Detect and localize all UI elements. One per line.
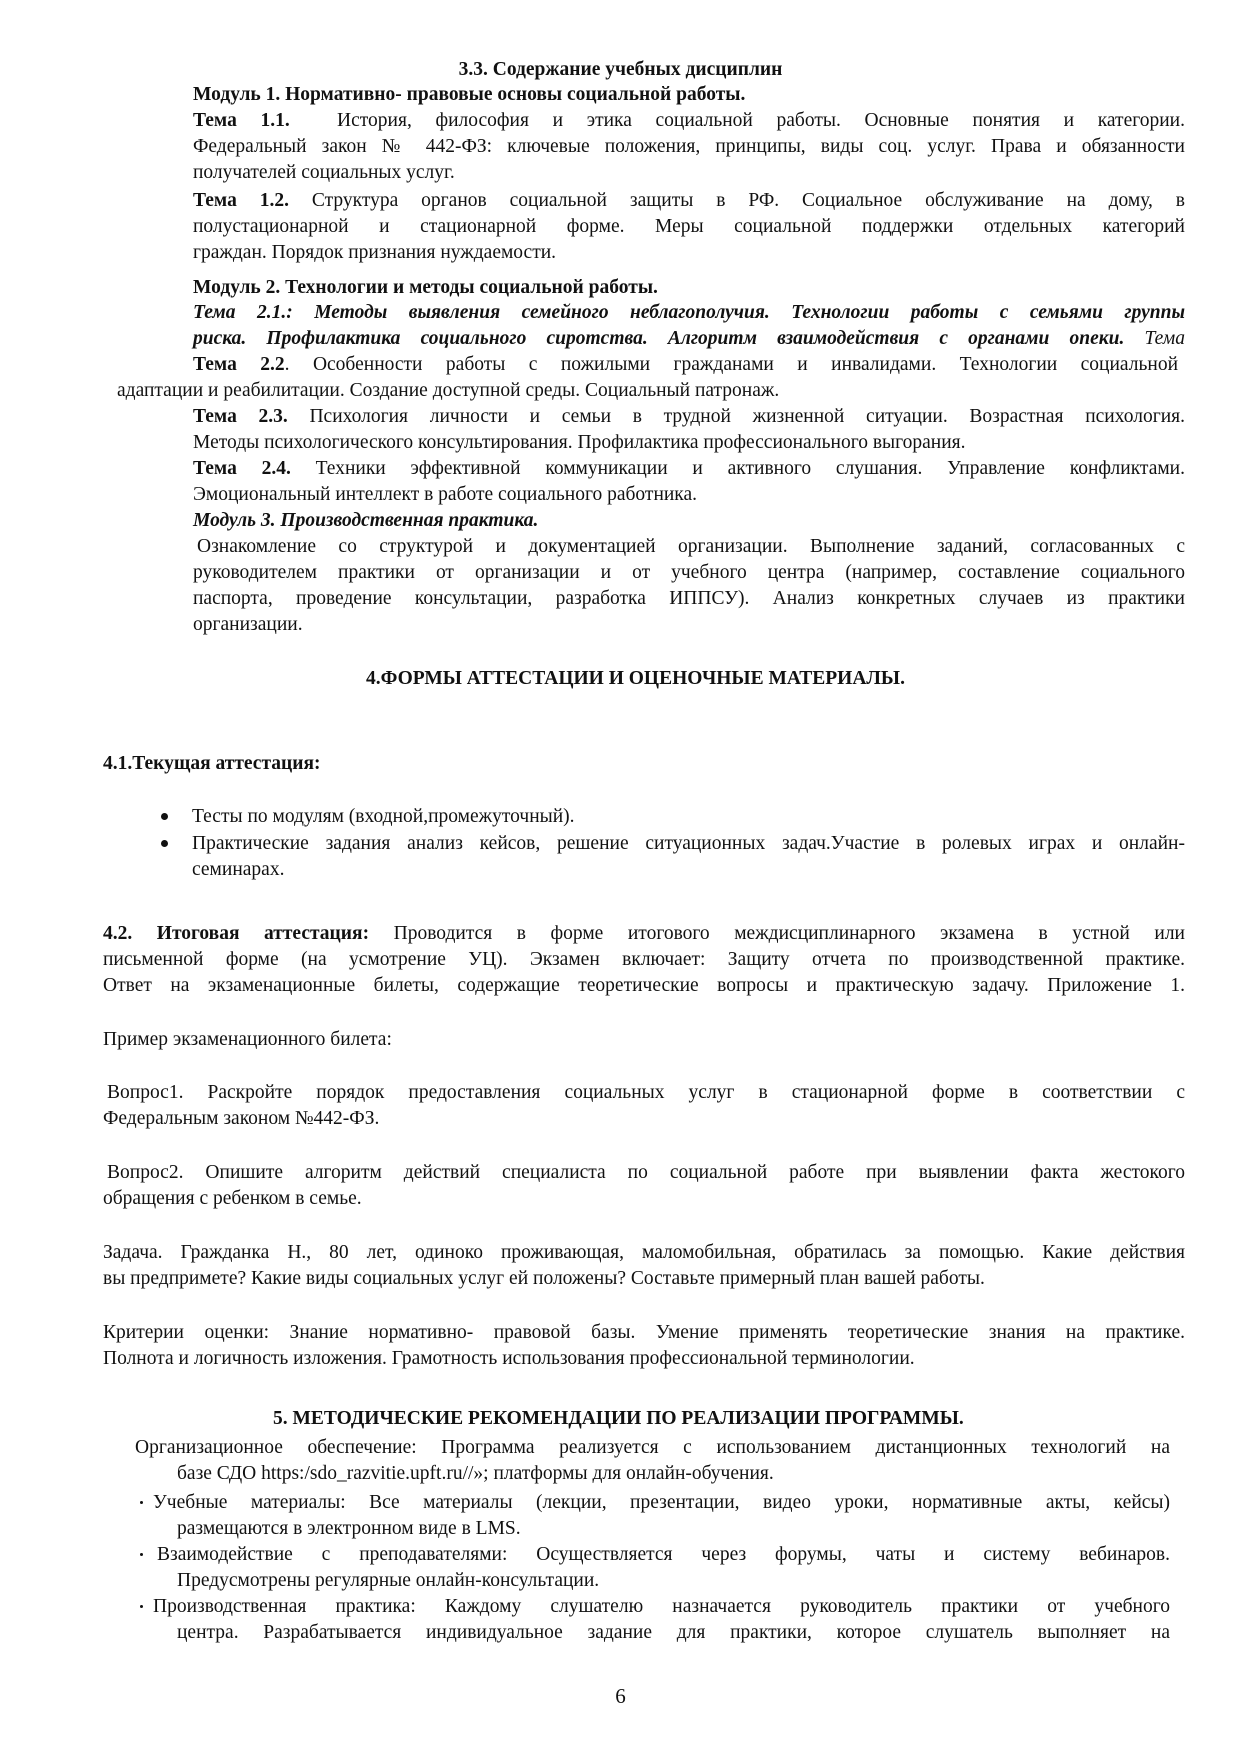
topic-1-1-line2: Федеральный закон № 442-ФЗ: ключевые положения, принципы, виды соц. услуг. Права и обязанности <box>193 136 1185 157</box>
final-attestation-line3: Ответ на экзаменационные билеты, содержащие теоретические вопросы и практическую задачу. Приложение 1. <box>103 975 1185 996</box>
module3-line4: организации. <box>193 614 303 635</box>
topic-2-3-line2: Методы психологического консультирования. Профилактика профессионального выгорания. <box>193 432 966 453</box>
current-item-2-line2: семинарах. <box>192 859 285 880</box>
module3-line2: руководителем практики от организации и от учебного центра (например, составление социального <box>193 562 1185 583</box>
final-attestation-label: 4.2. Итоговая аттестация: <box>103 923 370 944</box>
module2-title: Модуль 2. Технологии и методы социальной работы. <box>193 277 658 298</box>
topic-2-2-line2: адаптации и реабилитации. Создание доступной среды. Социальный патронаж. <box>117 380 780 401</box>
bullet-icon <box>161 813 168 820</box>
topic-2-4-label: Тема 2.4. <box>193 458 291 479</box>
topic-1-1-label: Тема 1.1. <box>193 110 290 131</box>
topic-2-4-line2: Эмоциональный интеллект в работе социального работника. <box>193 484 698 505</box>
materials-line2: размещаются в электронном виде в LMS. <box>177 1518 521 1539</box>
bullet-icon <box>140 1605 143 1608</box>
question2-line2: обращения с ребенком в семье. <box>103 1188 362 1209</box>
materials-line1: Учебные материалы: Все материалы (лекции, презентации, видео уроки, нормативные акты, кейсы) <box>153 1492 1170 1513</box>
final-attestation-line2: письменной форме (на усмотрение УЦ). Экзамен включает: Защиту отчета по производственной практике. <box>103 949 1185 970</box>
topic-2-4-line1: Тема 2.4. Техники эффективной коммуникации и активного слушания. Управление конфликтами. <box>193 458 1185 479</box>
topic-1-2-line1: Тема 1.2. Структура органов социальной защиты в РФ. Социальное обслуживание на дому, в <box>193 190 1185 211</box>
org-line1: Организационное обеспечение: Программа реализуется с использованием дистанционных технологий на <box>135 1437 1170 1458</box>
task-line1: Задача. Гражданка Н., 80 лет, одиноко проживающая, маломобильная, обратилась за помощью. Какие действия <box>103 1242 1185 1263</box>
module3-title: Модуль 3. Производственная практика. <box>193 510 539 531</box>
current-item-2-line1: Практические задания анализ кейсов, решение ситуационных задач.Участие в ролевых играх и онлайн- <box>192 833 1185 854</box>
section-4-1-title: 4.1.Текущая аттестация: <box>103 753 321 774</box>
ticket-example-label: Пример экзаменационного билета: <box>103 1029 392 1050</box>
question1-line2: Федеральным законом №442-ФЗ. <box>103 1108 380 1129</box>
page-number: 6 <box>615 1684 626 1708</box>
module3-line3: паспорта, проведение консультации, разработка ИППСУ). Анализ конкретных случаев из практики <box>193 588 1185 609</box>
module1-title: Модуль 1. Нормативно- правовые основы социальной работы. <box>193 84 746 105</box>
section-5-title: 5. МЕТОДИЧЕСКИЕ РЕКОМЕНДАЦИИ ПО РЕАЛИЗАЦИИ ПРОГРАММЫ. <box>273 1408 964 1429</box>
bullet-icon <box>140 1553 143 1556</box>
criteria-line1: Критерии оценки: Знание нормативно- правовой базы. Умение применять теоретические знания на практике. <box>103 1322 1185 1343</box>
current-item-1: Тесты по модулям (входной,промежуточный). <box>192 806 575 827</box>
question1-line1: Вопрос1. Раскройте порядок предоставления социальных услуг в стационарной форме в соответствии с <box>107 1082 1185 1103</box>
bullet-icon <box>140 1501 143 1504</box>
task-line2: вы предпримете? Какие виды социальных услуг ей положены? Составьте примерный план вашей работы. <box>103 1268 985 1289</box>
final-attestation-line1: 4.2. Итоговая аттестация: Проводится в форме итогового междисциплинарного экзамена в устной или <box>103 923 1185 944</box>
topic-1-1-line1: Тема 1.1. История, философия и этика социальной работы. Основные понятия и категории. <box>193 110 1185 131</box>
topic-2-3-line1: Тема 2.3. Психология личности и семьи в трудной жизненной ситуации. Возрастная психология. <box>193 406 1186 427</box>
topic-2-3-label: Тема 2.3. <box>193 406 288 427</box>
topic-2-2-line1: Тема 2.2. Особенности работы с пожилыми гражданами и инвалидами. Технологии социальной <box>193 354 1179 375</box>
section-3-3-title: 3.3. Содержание учебных дисциплин <box>458 59 783 80</box>
criteria-line2: Полнота и логичность изложения. Грамотность использования профессиональной терминологии. <box>103 1348 915 1369</box>
question2-line1: Вопрос2. Опишите алгоритм действий специалиста по социальной работе при выявлении факта жестокого <box>107 1162 1185 1183</box>
section-4-title: 4.ФОРМЫ АТТЕСТАЦИИ И ОЦЕНОЧНЫЕ МАТЕРИАЛЫ. <box>366 668 905 689</box>
topic-2-1-line1: Тема 2.1.: Методы выявления семейного неблагополучия. Технологии работы с семьями группы <box>193 302 1185 323</box>
interaction-line2: Предусмотрены регулярные онлайн-консультации. <box>177 1570 600 1591</box>
interaction-line1: Взаимодействие с преподавателями: Осуществляется через форумы, чаты и систему вебинаров. <box>157 1544 1170 1565</box>
practice-line1: Производственная практика: Каждому слушателю назначается руководитель практики от учебного <box>153 1596 1170 1617</box>
topic-1-1-line3: получателей социальных услуг. <box>193 162 455 183</box>
org-line2: базе СДО https:/sdo_razvitie.upft.ru//»; платформы для онлайн-обучения. <box>177 1463 774 1484</box>
practice-line2: центра. Разрабатывается индивидуальное задание для практики, которое слушатель выполняет на <box>177 1622 1170 1643</box>
module3-line1: Ознакомление со структурой и документацией организации. Выполнение заданий, согласованных с <box>197 536 1185 557</box>
topic-2-2-label: Тема 2.2 <box>193 354 285 375</box>
topic-1-2-line2: полустационарной и стационарной форме. Меры социальной поддержки отдельных категорий <box>193 216 1185 237</box>
topic-1-2-label: Тема 1.2. <box>193 190 289 211</box>
bullet-icon <box>161 840 168 847</box>
topic-1-2-line3: граждан. Порядок признания нуждаемости. <box>193 242 557 263</box>
topic-2-1-line2: риска. Профилактика социального сиротства. Алгоритм взаимодействия с органами опеки. Тема <box>193 328 1185 349</box>
